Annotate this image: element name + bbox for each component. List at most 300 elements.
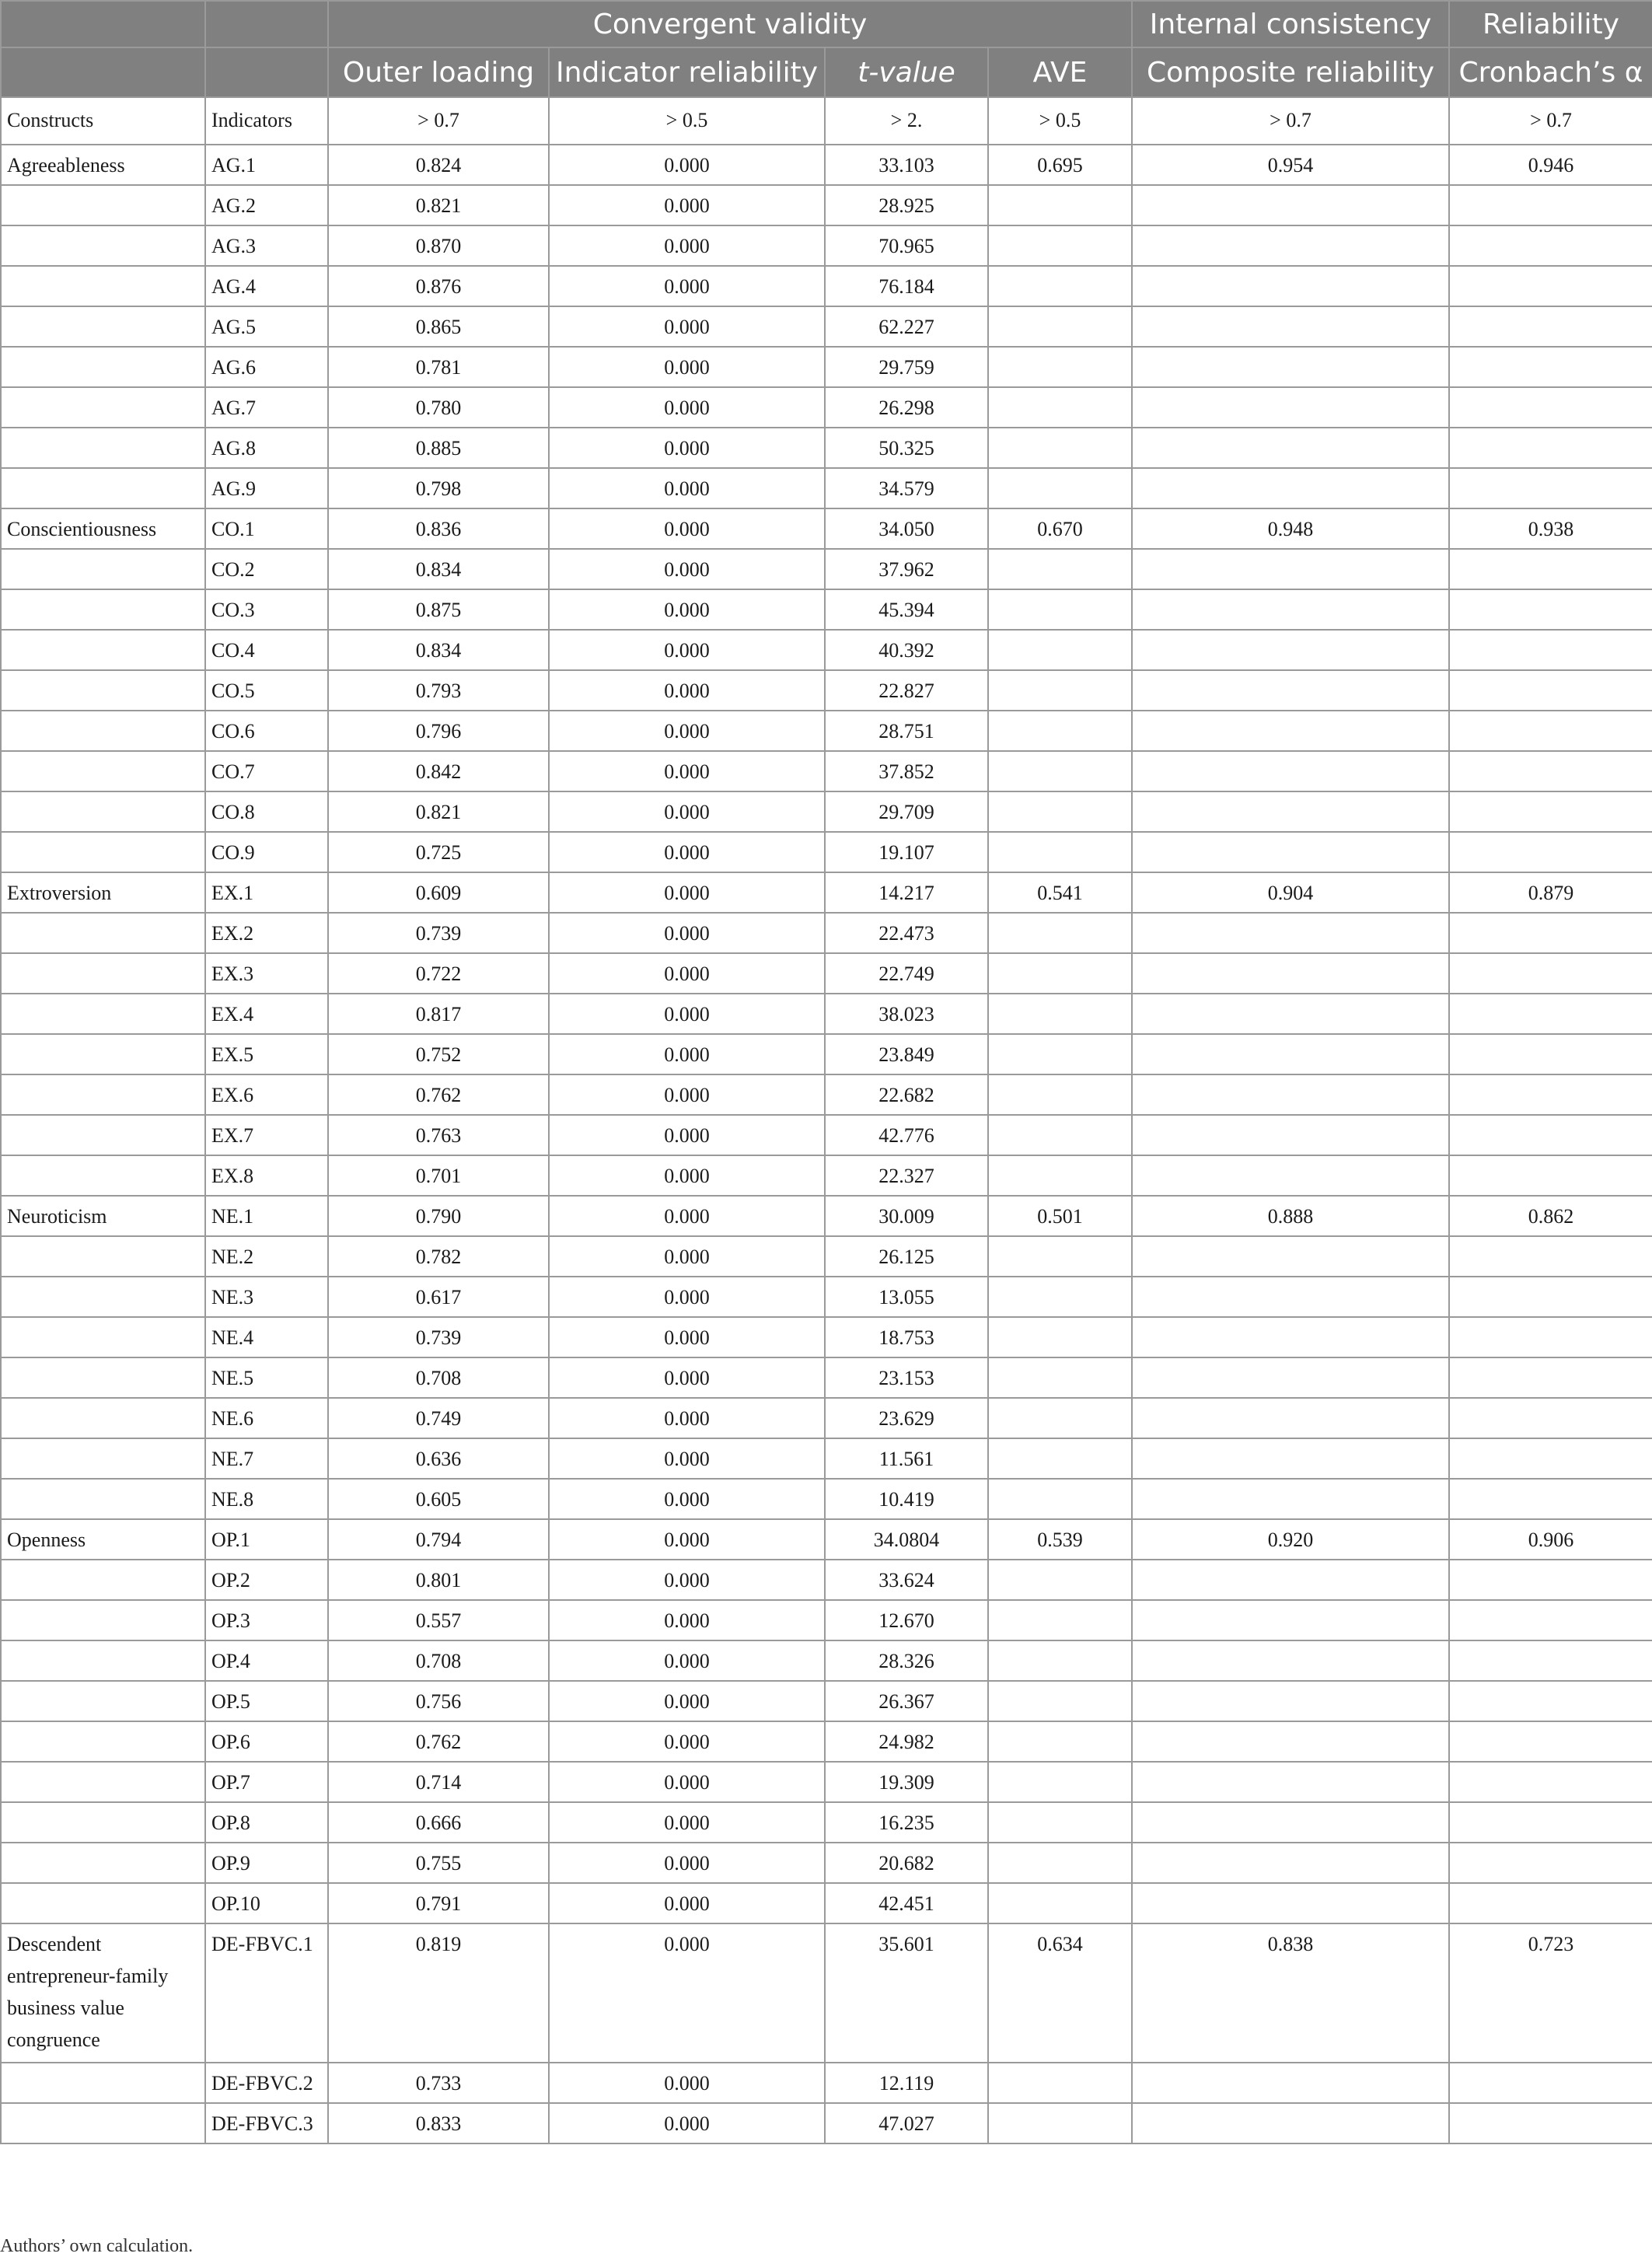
t-value-cell: 42.451 [825, 1883, 988, 1923]
indicator-cell: OP.7 [205, 1762, 328, 1802]
indicator-reliability-cell: 0.000 [549, 1681, 825, 1721]
cronbachs-alpha-cell [1449, 185, 1652, 225]
t-value-cell: 62.227 [825, 306, 988, 347]
t-value-cell: 10.419 [825, 1479, 988, 1519]
composite-reliability-cell [1132, 791, 1449, 832]
indicator-reliability-cell: 0.000 [549, 1560, 825, 1600]
indicator-reliability-cell: 0.000 [549, 468, 825, 508]
composite-reliability-cell [1132, 913, 1449, 953]
table-row [1, 1115, 1652, 1155]
composite-reliability-cell [1132, 1236, 1449, 1277]
indicator-cell: AG.6 [205, 347, 328, 387]
indicator-cell: AG.2 [205, 185, 328, 225]
threshold-composite-reliability: > 0.7 [1132, 97, 1449, 145]
construct-cell [1, 2103, 205, 2143]
indicator-cell: OP.2 [205, 1560, 328, 1600]
header-blank-1 [1, 47, 205, 97]
outer-loading-cell: 0.875 [328, 589, 549, 630]
construct-cell [1, 832, 205, 872]
indicator-reliability-cell: 0.000 [549, 1438, 825, 1479]
cronbachs-alpha-cell [1449, 1357, 1652, 1398]
header-group-row [1, 1, 1652, 47]
ave-cell [988, 1277, 1132, 1317]
table-row [1, 1560, 1652, 1600]
indicator-cell: CO.6 [205, 711, 328, 751]
ave-cell [988, 1074, 1132, 1115]
ave-cell [988, 549, 1132, 589]
header-t-value: t-value [825, 47, 988, 97]
ave-cell: 0.539 [988, 1519, 1132, 1560]
construct-cell [1, 1074, 205, 1115]
cronbachs-alpha-cell [1449, 1762, 1652, 1802]
ave-cell [988, 711, 1132, 751]
indicator-reliability-cell: 0.000 [549, 1721, 825, 1762]
cronbachs-alpha-cell: 0.862 [1449, 1196, 1652, 1236]
cronbachs-alpha-cell [1449, 1843, 1652, 1883]
outer-loading-cell: 0.733 [328, 2063, 549, 2103]
table-row [1, 994, 1652, 1034]
cronbachs-alpha-cell [1449, 468, 1652, 508]
cronbachs-alpha-cell [1449, 589, 1652, 630]
indicator-reliability-cell: 0.000 [549, 387, 825, 428]
t-value-cell: 37.852 [825, 751, 988, 791]
table-row [1, 145, 1652, 185]
composite-reliability-cell [1132, 1438, 1449, 1479]
composite-reliability-cell [1132, 2063, 1449, 2103]
indicator-cell: OP.9 [205, 1843, 328, 1883]
indicator-reliability-cell: 0.000 [549, 630, 825, 670]
indicator-reliability-cell: 0.000 [549, 225, 825, 266]
table-row [1, 751, 1652, 791]
cronbachs-alpha-cell [1449, 1560, 1652, 1600]
composite-reliability-cell [1132, 589, 1449, 630]
construct-cell [1, 1438, 205, 1479]
outer-loading-cell: 0.842 [328, 751, 549, 791]
cronbachs-alpha-cell [1449, 1074, 1652, 1115]
construct-cell [1, 1560, 205, 1600]
indicator-reliability-cell: 0.000 [549, 872, 825, 913]
outer-loading-cell: 0.708 [328, 1640, 549, 1681]
t-value-cell: 14.217 [825, 872, 988, 913]
indicator-cell: NE.7 [205, 1438, 328, 1479]
composite-reliability-cell: 0.904 [1132, 872, 1449, 913]
composite-reliability-cell [1132, 1034, 1449, 1074]
indicator-cell: AG.9 [205, 468, 328, 508]
table-row [1, 1681, 1652, 1721]
table-row [1, 791, 1652, 832]
indicator-reliability-cell: 0.000 [549, 1762, 825, 1802]
ave-cell: 0.634 [988, 1923, 1132, 2063]
table-row [1, 670, 1652, 711]
indicator-reliability-cell: 0.000 [549, 913, 825, 953]
ave-cell [988, 347, 1132, 387]
construct-cell [1, 589, 205, 630]
indicator-cell: CO.1 [205, 508, 328, 549]
table-row [1, 1640, 1652, 1681]
table-row [1, 1398, 1652, 1438]
outer-loading-cell: 0.762 [328, 1074, 549, 1115]
ave-cell: 0.541 [988, 872, 1132, 913]
outer-loading-cell: 0.870 [328, 225, 549, 266]
indicator-cell: NE.4 [205, 1317, 328, 1357]
t-value-cell: 34.0804 [825, 1519, 988, 1560]
indicator-reliability-cell: 0.000 [549, 791, 825, 832]
composite-reliability-cell [1132, 1398, 1449, 1438]
indicator-cell: DE-FBVC.2 [205, 2063, 328, 2103]
ave-cell [988, 2063, 1132, 2103]
indicator-cell: NE.5 [205, 1357, 328, 1398]
indicator-cell: CO.4 [205, 630, 328, 670]
outer-loading-cell: 0.801 [328, 1560, 549, 1600]
table-row [1, 913, 1652, 953]
table-row [1, 387, 1652, 428]
indicator-cell: AG.7 [205, 387, 328, 428]
construct-cell [1, 1479, 205, 1519]
construct-cell [1, 2063, 205, 2103]
composite-reliability-cell [1132, 549, 1449, 589]
indicator-reliability-cell: 0.000 [549, 266, 825, 306]
outer-loading-cell: 0.824 [328, 145, 549, 185]
t-value-cell: 35.601 [825, 1923, 988, 2063]
t-value-cell: 19.107 [825, 832, 988, 872]
construct-cell [1, 1843, 205, 1883]
ave-cell [988, 832, 1132, 872]
outer-loading-cell: 0.739 [328, 1317, 549, 1357]
table-row [1, 266, 1652, 306]
cronbachs-alpha-cell [1449, 428, 1652, 468]
composite-reliability-cell [1132, 1600, 1449, 1640]
construct-cell [1, 1600, 205, 1640]
construct-cell [1, 1115, 205, 1155]
construct-cell [1, 1236, 205, 1277]
construct-cell: Openness [1, 1519, 205, 1560]
ave-cell [988, 1802, 1132, 1843]
indicator-cell: NE.2 [205, 1236, 328, 1277]
indicator-reliability-cell: 0.000 [549, 1074, 825, 1115]
construct-cell [1, 468, 205, 508]
indicator-reliability-cell: 0.000 [549, 1317, 825, 1357]
indicator-cell: OP.10 [205, 1883, 328, 1923]
t-value-cell: 22.327 [825, 1155, 988, 1196]
indicator-cell: EX.7 [205, 1115, 328, 1155]
ave-cell [988, 185, 1132, 225]
indicator-cell: AG.4 [205, 266, 328, 306]
ave-cell [988, 630, 1132, 670]
header-reliability: Reliability [1449, 1, 1652, 47]
cronbachs-alpha-cell: 0.879 [1449, 872, 1652, 913]
cronbachs-alpha-cell [1449, 953, 1652, 994]
construct-cell: Agreeableness [1, 145, 205, 185]
construct-cell [1, 670, 205, 711]
indicator-cell: OP.5 [205, 1681, 328, 1721]
t-value-cell: 18.753 [825, 1317, 988, 1357]
table-row [1, 1277, 1652, 1317]
composite-reliability-cell [1132, 185, 1449, 225]
ave-cell [988, 225, 1132, 266]
table-row [1, 1883, 1652, 1923]
composite-reliability-cell: 0.948 [1132, 508, 1449, 549]
construct-cell [1, 913, 205, 953]
indicator-cell: OP.4 [205, 1640, 328, 1681]
cronbachs-alpha-cell [1449, 1277, 1652, 1317]
ave-cell: 0.695 [988, 145, 1132, 185]
indicator-cell: EX.5 [205, 1034, 328, 1074]
cronbachs-alpha-cell [1449, 2103, 1652, 2143]
ave-cell [988, 913, 1132, 953]
cronbachs-alpha-cell [1449, 1640, 1652, 1681]
composite-reliability-cell [1132, 1681, 1449, 1721]
construct-cell [1, 347, 205, 387]
construct-cell [1, 751, 205, 791]
indicator-cell: AG.8 [205, 428, 328, 468]
outer-loading-cell: 0.636 [328, 1438, 549, 1479]
t-value-cell: 13.055 [825, 1277, 988, 1317]
outer-loading-cell: 0.609 [328, 872, 549, 913]
outer-loading-cell: 0.752 [328, 1034, 549, 1074]
outer-loading-cell: 0.821 [328, 185, 549, 225]
table-row [1, 1519, 1652, 1560]
composite-reliability-cell [1132, 1560, 1449, 1600]
cronbachs-alpha-cell [1449, 994, 1652, 1034]
construct-cell [1, 791, 205, 832]
construct-cell [1, 1277, 205, 1317]
indicator-reliability-cell: 0.000 [549, 1600, 825, 1640]
indicator-reliability-cell: 0.000 [549, 2103, 825, 2143]
t-value-cell: 40.392 [825, 630, 988, 670]
t-value-cell: 24.982 [825, 1721, 988, 1762]
composite-reliability-cell [1132, 387, 1449, 428]
header-blank-indicators [205, 1, 328, 47]
construct-cell [1, 1681, 205, 1721]
table-row [1, 630, 1652, 670]
table-row [1, 508, 1652, 549]
threshold-cronbachs-alpha: > 0.7 [1449, 97, 1652, 145]
threshold-ave: > 0.5 [988, 97, 1132, 145]
cronbachs-alpha-cell [1449, 1883, 1652, 1923]
ave-cell [988, 1357, 1132, 1398]
indicator-cell: CO.3 [205, 589, 328, 630]
table-row [1, 1802, 1652, 1843]
threshold-t-value: > 2. [825, 97, 988, 145]
t-value-cell: 23.153 [825, 1357, 988, 1398]
t-value-cell: 42.776 [825, 1115, 988, 1155]
t-value-cell: 12.670 [825, 1600, 988, 1640]
composite-reliability-cell [1132, 1802, 1449, 1843]
cronbachs-alpha-cell: 0.906 [1449, 1519, 1652, 1560]
table-row [1, 1843, 1652, 1883]
table-row [1, 1236, 1652, 1277]
threshold-indicator-reliability: > 0.5 [549, 97, 825, 145]
outer-loading-cell: 0.755 [328, 1843, 549, 1883]
ave-cell [988, 953, 1132, 994]
ave-cell [988, 1600, 1132, 1640]
table-row [1, 225, 1652, 266]
indicator-reliability-cell: 0.000 [549, 1519, 825, 1560]
indicator-cell: AG.5 [205, 306, 328, 347]
indicator-cell: EX.8 [205, 1155, 328, 1196]
composite-reliability-cell [1132, 347, 1449, 387]
composite-reliability-cell [1132, 306, 1449, 347]
indicator-cell: OP.3 [205, 1600, 328, 1640]
header-composite-reliability: Composite reliability [1132, 47, 1449, 97]
indicator-cell: DE-FBVC.3 [205, 2103, 328, 2143]
outer-loading-cell: 0.756 [328, 1681, 549, 1721]
cronbachs-alpha-cell [1449, 1398, 1652, 1438]
construct-cell [1, 549, 205, 589]
composite-reliability-cell [1132, 751, 1449, 791]
ave-cell [988, 1560, 1132, 1600]
indicator-cell: EX.1 [205, 872, 328, 913]
construct-cell [1, 711, 205, 751]
cronbachs-alpha-cell [1449, 1600, 1652, 1640]
t-value-cell: 70.965 [825, 225, 988, 266]
t-value-cell: 30.009 [825, 1196, 988, 1236]
cronbachs-alpha-cell [1449, 711, 1652, 751]
outer-loading-cell: 0.790 [328, 1196, 549, 1236]
outer-loading-cell: 0.557 [328, 1600, 549, 1640]
t-value-cell: 33.103 [825, 145, 988, 185]
cronbachs-alpha-cell [1449, 387, 1652, 428]
construct-cell [1, 1762, 205, 1802]
indicator-reliability-cell: 0.000 [549, 832, 825, 872]
indicator-reliability-cell: 0.000 [549, 1883, 825, 1923]
indicator-reliability-cell: 0.000 [549, 145, 825, 185]
cronbachs-alpha-cell: 0.938 [1449, 508, 1652, 549]
outer-loading-cell: 0.780 [328, 387, 549, 428]
indicator-cell: CO.7 [205, 751, 328, 791]
composite-reliability-cell [1132, 266, 1449, 306]
table-header [1, 1, 1652, 97]
composite-reliability-cell [1132, 1479, 1449, 1519]
outer-loading-cell: 0.762 [328, 1721, 549, 1762]
ave-cell: 0.670 [988, 508, 1132, 549]
ave-cell [988, 751, 1132, 791]
indicator-reliability-cell: 0.000 [549, 1277, 825, 1317]
t-value-cell: 76.184 [825, 266, 988, 306]
indicator-reliability-cell: 0.000 [549, 953, 825, 994]
composite-reliability-cell [1132, 994, 1449, 1034]
threshold-outer-loading: > 0.7 [328, 97, 549, 145]
composite-reliability-cell [1132, 711, 1449, 751]
t-value-cell: 38.023 [825, 994, 988, 1034]
t-value-cell: 28.326 [825, 1640, 988, 1681]
ave-cell [988, 1115, 1132, 1155]
indicator-reliability-cell: 0.000 [549, 1843, 825, 1883]
indicator-reliability-cell: 0.000 [549, 1115, 825, 1155]
outer-loading-cell: 0.666 [328, 1802, 549, 1843]
header-convergent-validity: Convergent validity [328, 1, 1132, 47]
indicator-cell: CO.8 [205, 791, 328, 832]
cronbachs-alpha-cell [1449, 266, 1652, 306]
ave-cell [988, 994, 1132, 1034]
indicator-cell: AG.1 [205, 145, 328, 185]
construct-cell: Descendent entrepreneur-family business value congruence [1, 1923, 205, 2063]
t-value-cell: 11.561 [825, 1438, 988, 1479]
indicator-reliability-cell: 0.000 [549, 589, 825, 630]
cronbachs-alpha-cell [1449, 1802, 1652, 1843]
cronbachs-alpha-cell [1449, 1438, 1652, 1479]
composite-reliability-cell [1132, 1277, 1449, 1317]
indicator-reliability-cell: 0.000 [549, 508, 825, 549]
indicator-reliability-cell: 0.000 [549, 549, 825, 589]
table-row [1, 1074, 1652, 1115]
construct-cell: Extroversion [1, 872, 205, 913]
cronbachs-alpha-cell [1449, 1479, 1652, 1519]
construct-cell [1, 428, 205, 468]
indicator-cell: OP.8 [205, 1802, 328, 1843]
table-body [1, 97, 1652, 2143]
indicator-cell: EX.6 [205, 1074, 328, 1115]
construct-cell [1, 1155, 205, 1196]
composite-reliability-cell [1132, 225, 1449, 266]
composite-reliability-cell [1132, 1357, 1449, 1398]
indicator-cell: AG.3 [205, 225, 328, 266]
composite-reliability-cell [1132, 1074, 1449, 1115]
table-row [1, 1479, 1652, 1519]
cronbachs-alpha-cell [1449, 1034, 1652, 1074]
outer-loading-cell: 0.836 [328, 508, 549, 549]
indicator-cell: NE.8 [205, 1479, 328, 1519]
outer-loading-cell: 0.794 [328, 1519, 549, 1560]
indicator-reliability-cell: 0.000 [549, 1640, 825, 1681]
indicator-cell: NE.6 [205, 1398, 328, 1438]
t-value-cell: 33.624 [825, 1560, 988, 1600]
construct-cell [1, 1721, 205, 1762]
outer-loading-cell: 0.793 [328, 670, 549, 711]
indicator-reliability-cell: 0.000 [549, 428, 825, 468]
table-row [1, 953, 1652, 994]
indicator-cell: EX.4 [205, 994, 328, 1034]
t-value-cell: 22.682 [825, 1074, 988, 1115]
composite-reliability-cell [1132, 953, 1449, 994]
header-cronbachs-alpha: Cronbach’s α [1449, 47, 1652, 97]
outer-loading-cell: 0.865 [328, 306, 549, 347]
cronbachs-alpha-cell [1449, 306, 1652, 347]
composite-reliability-cell [1132, 1721, 1449, 1762]
construct-cell [1, 1034, 205, 1074]
outer-loading-cell: 0.714 [328, 1762, 549, 1802]
cronbachs-alpha-cell [1449, 1236, 1652, 1277]
table-row [1, 347, 1652, 387]
cronbachs-alpha-cell [1449, 670, 1652, 711]
indicator-cell: OP.1 [205, 1519, 328, 1560]
ave-cell [988, 387, 1132, 428]
table-row [1, 2063, 1652, 2103]
cronbachs-alpha-cell [1449, 225, 1652, 266]
threshold-row [1, 97, 1652, 145]
table-row [1, 306, 1652, 347]
threshold-indicators-label: Indicators [205, 97, 328, 145]
composite-reliability-cell: 0.838 [1132, 1923, 1449, 2063]
cronbachs-alpha-cell [1449, 913, 1652, 953]
composite-reliability-cell [1132, 1640, 1449, 1681]
indicator-reliability-cell: 0.000 [549, 1155, 825, 1196]
outer-loading-cell: 0.821 [328, 791, 549, 832]
table-row [1, 589, 1652, 630]
ave-cell [988, 1398, 1132, 1438]
indicator-reliability-cell: 0.000 [549, 1479, 825, 1519]
table-row [1, 832, 1652, 872]
table-row [1, 1357, 1652, 1398]
indicator-reliability-cell: 0.000 [549, 711, 825, 751]
construct-cell: Neuroticism [1, 1196, 205, 1236]
composite-reliability-cell: 0.920 [1132, 1519, 1449, 1560]
construct-cell [1, 225, 205, 266]
indicator-reliability-cell: 0.000 [549, 751, 825, 791]
indicator-reliability-cell: 0.000 [549, 1923, 825, 2063]
ave-cell [988, 791, 1132, 832]
indicator-reliability-cell: 0.000 [549, 306, 825, 347]
